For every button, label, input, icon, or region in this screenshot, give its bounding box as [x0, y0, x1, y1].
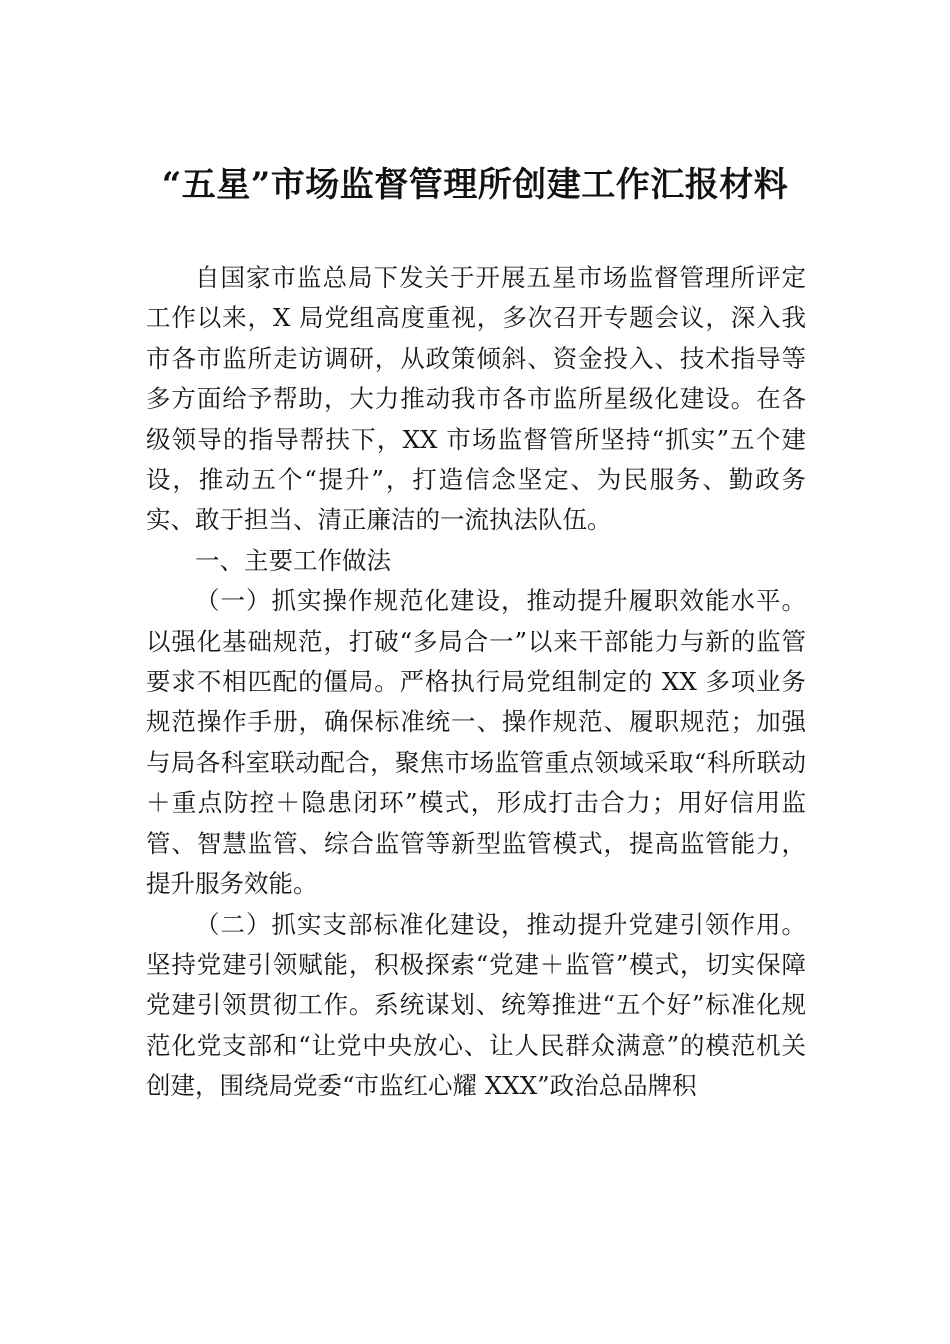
section-heading-main-practices: 一、主要工作做法 [195, 545, 391, 575]
intro-paragraph: 自国家市监总局下发关于开展五星市场监督管理所评定工作以来，X 局党组高度重视，多次召开专题会议，深入我市各市监所走访调研，从政策倾斜、资金投入、技术指导等多方面给予帮助，大力推动我市各市监所星级化建设。在各级领导的指导帮扶下，XX 市场监督管所坚持“抓实”五个建设，推动五个“提升”，打造信念坚定、为民服务、勤政务实、敢于担当、清正廉洁的一流执法队伍。 [146, 263, 806, 535]
subsection-paragraph-2: （二）抓实支部标准化建设，推动提升党建引领作用。坚持党建引领赋能，积极探索“党建＋监管”模式，切实保障党建引领贯彻工作。系统谋划、统筹推进“五个好”标准化规范化党支部和“让党中央放心、让人民群众满意”的模范机关创建，围绕局党委“市监红心耀 XXX”政治总品牌积 [146, 909, 806, 1101]
subsection-paragraph-1: （一）抓实操作规范化建设，推动提升履职效能水平。以强化基础规范，打破“多局合一”以来干部能力与新的监管要求不相匹配的僵局。严格执行局党组制定的 XX 多项业务规范操作手册，确保标准统一、操作规范、履职规范；加强与局各科室联动配合，聚焦市场监管重点领域采取“科所联动＋重点防控＋隐患闭环”模式，形成打击合力；用好信用监管、智慧监管、综合监管等新型监管模式，提高监管能力，提升服务效能。 [146, 586, 806, 899]
document-title: “五星”市场监督管理所创建工作汇报材料 [161, 165, 789, 205]
document-body [146, 258, 806, 1107]
